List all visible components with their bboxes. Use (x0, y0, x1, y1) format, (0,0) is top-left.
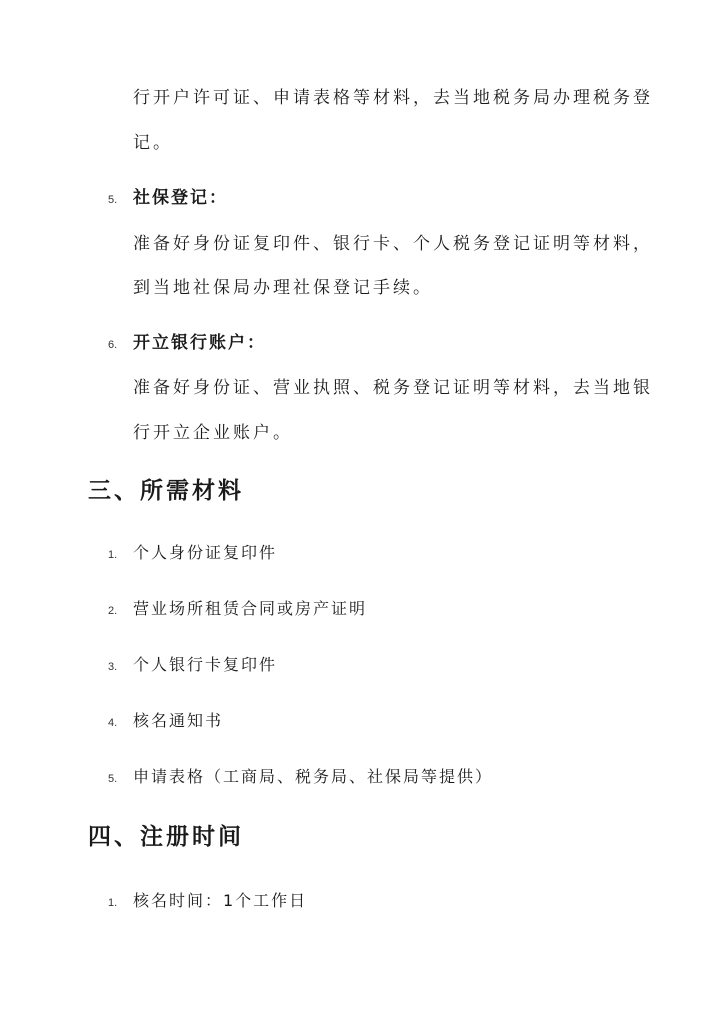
list-number: 1. (108, 897, 118, 909)
list-number: 4. (108, 717, 118, 729)
paragraph-line: 到当地社保局办理社保登记手续。 (133, 278, 433, 298)
list-number: 1. (108, 549, 118, 561)
paragraph-line: 记。 (133, 133, 173, 153)
section-heading: 三、所需材料 (88, 478, 244, 504)
list-item: 个人银行卡复印件 (133, 655, 278, 674)
list-item: 申请表格（工商局、税务局、社保局等提供） (133, 767, 494, 786)
step-title: 社保登记： (133, 188, 228, 208)
section-heading: 四、注册时间 (88, 824, 244, 850)
list-number: 5. (108, 194, 118, 206)
list-number: 2. (108, 605, 118, 617)
list-number: 6. (108, 339, 118, 351)
list-item: 核名时间：1个工作日 (133, 891, 308, 910)
paragraph-line: 准备好身份证复印件、银行卡、个人税务登记证明等材料， (133, 234, 653, 254)
paragraph-line: 行开户许可证、申请表格等材料，去当地税务局办理税务登 (133, 88, 653, 108)
list-number: 5. (108, 773, 118, 785)
list-item: 营业场所租赁合同或房产证明 (133, 599, 368, 618)
paragraph-line: 准备好身份证、营业执照、税务登记证明等材料，去当地银 (133, 378, 653, 398)
list-number: 3. (108, 661, 118, 673)
paragraph-line: 行开立企业账户。 (133, 423, 293, 443)
list-item: 个人身份证复印件 (133, 543, 278, 562)
list-item: 核名通知书 (133, 711, 224, 730)
step-title: 开立银行账户： (133, 333, 266, 353)
